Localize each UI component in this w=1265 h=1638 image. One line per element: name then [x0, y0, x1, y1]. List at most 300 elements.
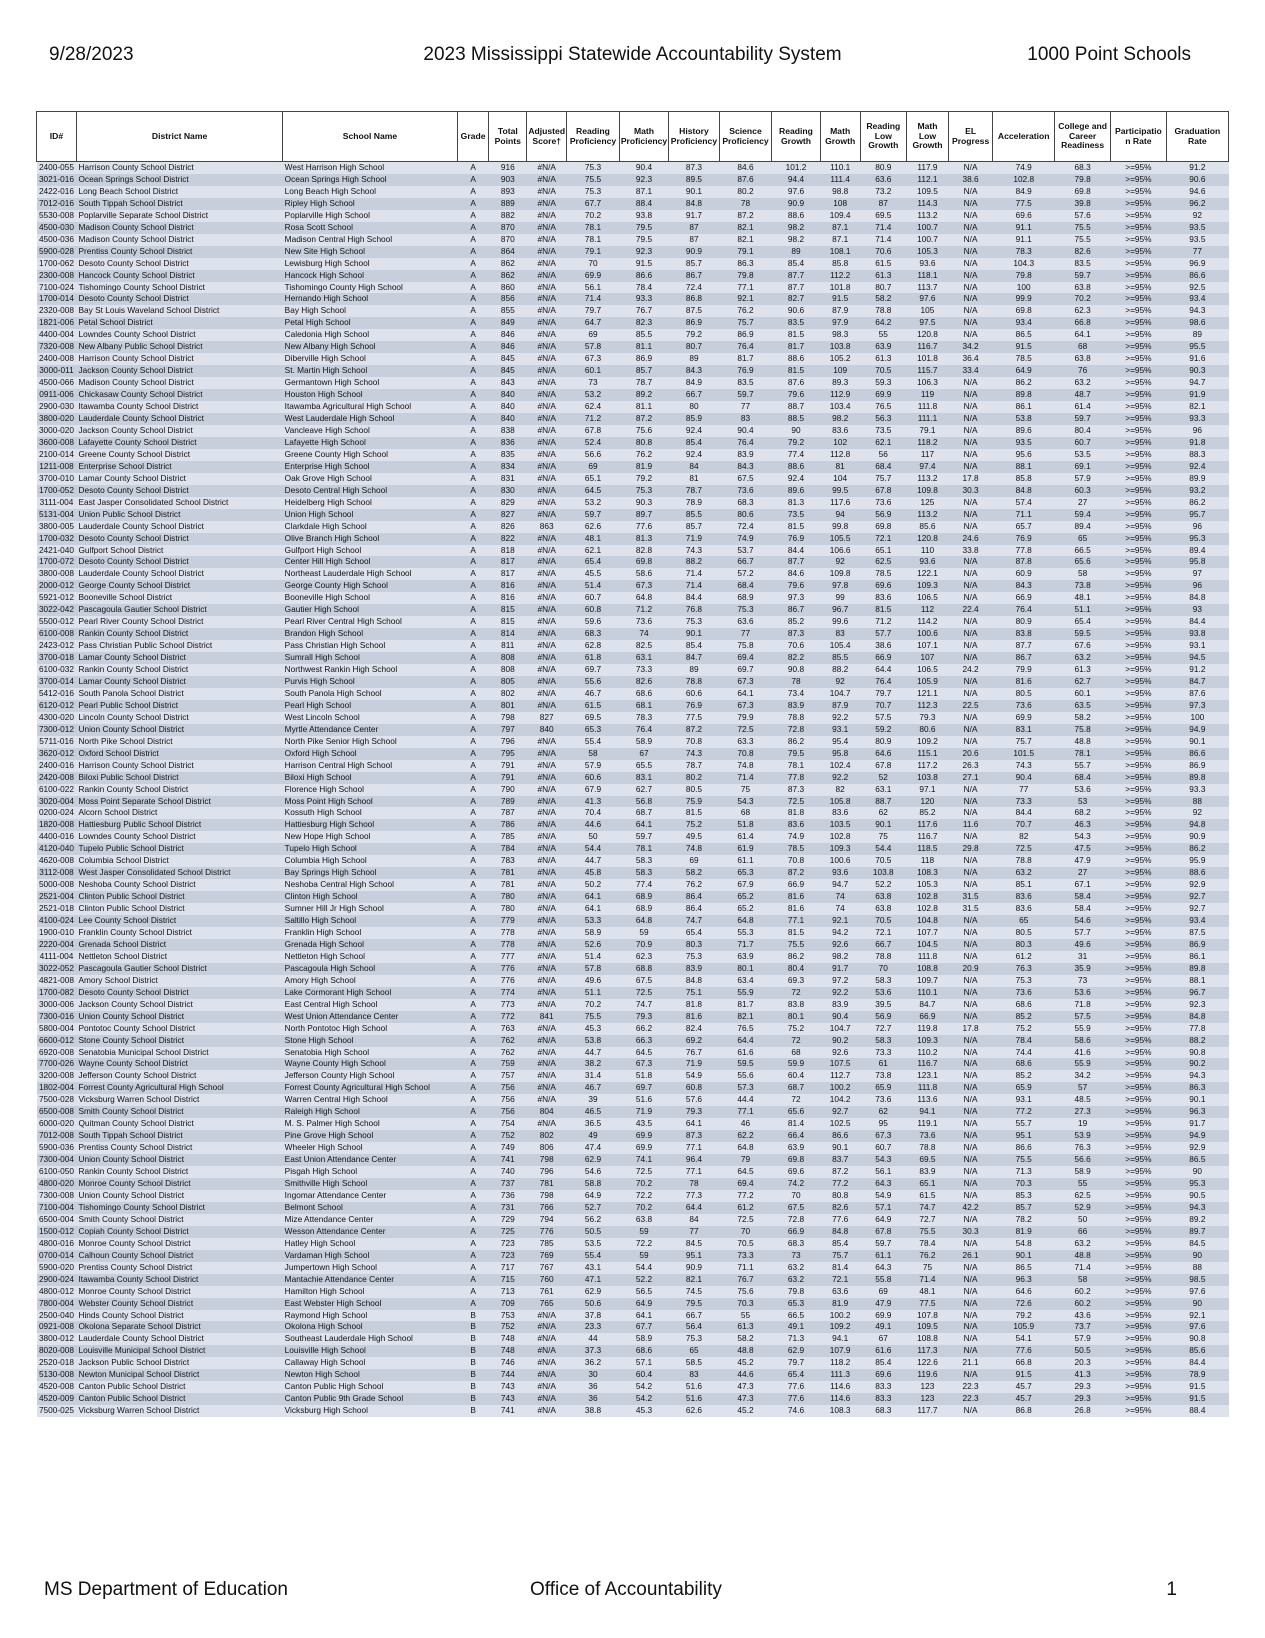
table-cell: Webster County School District	[76, 1298, 282, 1310]
table-cell: 62.7	[619, 784, 668, 796]
table-cell: N/A	[949, 807, 993, 819]
table-cell: A	[457, 1202, 489, 1214]
table-cell: 22.3	[949, 1393, 993, 1405]
table-cell: 62.9	[567, 1286, 620, 1298]
table-cell: B	[457, 1369, 489, 1381]
table-cell: 63.8	[860, 891, 906, 903]
table-cell: 79.2	[669, 329, 719, 341]
table-cell: 97.4	[906, 461, 948, 473]
table-cell: 93.3	[1166, 413, 1228, 425]
table-cell: 72.1	[860, 533, 906, 545]
table-cell: 57.5	[860, 712, 906, 724]
table-cell: 2100-014	[37, 449, 77, 461]
table-cell: Desoto County School District	[76, 556, 282, 568]
table-cell: N/A	[949, 867, 993, 879]
table-cell: 93.5	[1166, 234, 1228, 246]
table-cell: #N/A	[527, 784, 567, 796]
table-cell: 90.6	[772, 305, 820, 317]
table-cell: 82	[993, 831, 1055, 843]
table-cell: 7300-004	[37, 1154, 77, 1166]
table-cell: >=95%	[1111, 1035, 1167, 1047]
table-cell: >=95%	[1111, 1058, 1167, 1070]
table-cell: 120.8	[906, 329, 948, 341]
table-cell: 76.4	[619, 724, 668, 736]
table-cell: 73.6	[860, 497, 906, 509]
table-cell: 83.5	[772, 317, 820, 329]
table-cell: 1802-004	[37, 1082, 77, 1094]
table-cell: 84.3	[719, 461, 772, 473]
table-cell: >=95%	[1111, 664, 1167, 676]
table-cell: 84.7	[1166, 676, 1228, 688]
table-cell: 71.2	[619, 604, 668, 616]
table-cell: Clinton Public School District	[76, 903, 282, 915]
table-cell: 72.2	[619, 1238, 668, 1250]
table-cell: 82.4	[669, 1023, 719, 1035]
table-cell: 75.7	[820, 1250, 860, 1262]
table-cell: South Panola School District	[76, 688, 282, 700]
table-cell: 3021-016	[37, 174, 77, 186]
table-cell: Oxford School District	[76, 748, 282, 760]
table-cell: 74.7	[669, 915, 719, 927]
table-cell: 73.2	[860, 186, 906, 198]
table-cell: 75.3	[669, 1333, 719, 1345]
table-cell: A	[457, 760, 489, 772]
table-cell: 87	[669, 234, 719, 246]
table-cell: >=95%	[1111, 1345, 1167, 1357]
table-cell: 80.7	[860, 282, 906, 294]
table-cell: A	[457, 461, 489, 473]
table-cell: 2000-012	[37, 580, 77, 592]
table-cell: 79.3	[669, 1106, 719, 1118]
table-cell: Lamar County School District	[76, 676, 282, 688]
table-cell: 93	[1166, 604, 1228, 616]
table-cell: Desoto County School District	[76, 485, 282, 497]
table-cell: Raymond High School	[283, 1310, 458, 1322]
table-cell: 45.5	[567, 568, 620, 580]
table-row	[37, 1011, 1229, 1023]
table-cell: 61.6	[860, 1345, 906, 1357]
table-cell: >=95%	[1111, 1357, 1167, 1369]
table-cell: #N/A	[527, 449, 567, 461]
table-cell: 53.6	[1055, 987, 1111, 999]
table-cell: 90.3	[1166, 365, 1228, 377]
table-cell: Lauderdale County School District	[76, 568, 282, 580]
table-cell: 827	[489, 509, 527, 521]
table-cell: 752	[489, 1130, 527, 1142]
table-cell: 761	[527, 1286, 567, 1298]
table-cell: New Site High School	[283, 246, 458, 258]
table-cell: 90	[1166, 1250, 1228, 1262]
table-cell: >=95%	[1111, 915, 1167, 927]
table-cell: 73.6	[619, 616, 668, 628]
column-header: Science Proficiency	[719, 112, 772, 162]
table-cell: 59	[619, 1250, 668, 1262]
table-cell: 96.3	[993, 1274, 1055, 1286]
table-row	[37, 1094, 1229, 1106]
table-cell: 92.4	[669, 449, 719, 461]
table-cell: 6500-004	[37, 1214, 77, 1226]
table-cell: 101.5	[993, 748, 1055, 760]
table-cell: N/A	[949, 568, 993, 580]
table-cell: >=95%	[1111, 545, 1167, 557]
table-cell: >=95%	[1111, 1298, 1167, 1310]
table-cell: A	[457, 413, 489, 425]
table-cell: 80.8	[619, 437, 668, 449]
table-cell: 79.1	[719, 246, 772, 258]
table-cell: A	[457, 1142, 489, 1154]
table-cell: Long Beach School District	[76, 186, 282, 198]
table-cell: >=95%	[1111, 760, 1167, 772]
table-cell: 92.3	[619, 174, 668, 186]
table-cell: 79	[719, 1154, 772, 1166]
table-cell: A	[457, 604, 489, 616]
table-cell: 2420-008	[37, 772, 77, 784]
table-cell: 60.7	[1055, 437, 1111, 449]
table-cell: #N/A	[527, 604, 567, 616]
table-cell: A	[457, 951, 489, 963]
table-cell: 86.5	[1166, 1154, 1228, 1166]
table-cell: 73.7	[1055, 1321, 1111, 1333]
table-cell: 86.4	[669, 903, 719, 915]
table-cell: 841	[527, 1011, 567, 1023]
table-cell: 89.5	[669, 174, 719, 186]
table-cell: 93.4	[993, 317, 1055, 329]
table-cell: #N/A	[527, 1345, 567, 1357]
report-subtitle: 1000 Point Schools	[1027, 44, 1191, 65]
table-cell: 64.1	[669, 1118, 719, 1130]
table-cell: N/A	[949, 676, 993, 688]
table-cell: 71.4	[860, 234, 906, 246]
table-cell: >=95%	[1111, 987, 1167, 999]
table-cell: 72.5	[772, 796, 820, 808]
table-cell: 78.1	[772, 760, 820, 772]
table-cell: 113.2	[906, 210, 948, 222]
table-cell: 89	[1166, 329, 1228, 341]
table-cell: 762	[489, 1035, 527, 1047]
table-cell: 85.3	[993, 1190, 1055, 1202]
table-cell: 78.8	[860, 951, 906, 963]
table-cell: 50.2	[567, 879, 620, 891]
table-cell: Franklin County School District	[76, 927, 282, 939]
table-cell: 73.3	[993, 796, 1055, 808]
table-cell: 725	[489, 1226, 527, 1238]
table-cell: A	[457, 556, 489, 568]
table-row	[37, 186, 1229, 198]
table-cell: 4500-036	[37, 234, 77, 246]
table-cell: 98.5	[1166, 1274, 1228, 1286]
table-cell: Pascagoula Gautier School District	[76, 604, 282, 616]
table-cell: 94.3	[1166, 1202, 1228, 1214]
table-cell: N/A	[949, 1058, 993, 1070]
table-cell: Canton Public School District	[76, 1393, 282, 1405]
table-cell: 108.3	[906, 867, 948, 879]
table-cell: 72.7	[860, 1023, 906, 1035]
table-cell: 776	[527, 1226, 567, 1238]
table-cell: 114.2	[906, 616, 948, 628]
table-cell: 57.2	[719, 568, 772, 580]
table-cell: >=95%	[1111, 1381, 1167, 1393]
table-cell: 19	[1055, 1118, 1111, 1130]
table-cell: 111.8	[906, 401, 948, 413]
table-cell: A	[457, 1190, 489, 1202]
table-cell: 67.1	[1055, 879, 1111, 891]
table-cell: >=95%	[1111, 485, 1167, 497]
table-cell: Monroe County School District	[76, 1238, 282, 1250]
table-cell: 112.2	[820, 270, 860, 282]
table-cell: 45.8	[567, 867, 620, 879]
table-cell: 81.6	[772, 891, 820, 903]
table-cell: A	[457, 305, 489, 317]
table-row	[37, 1286, 1229, 1298]
table-cell: 66	[1055, 1226, 1111, 1238]
table-cell: 30.3	[949, 485, 993, 497]
table-cell: 74	[820, 903, 860, 915]
table-cell: 63.2	[772, 1262, 820, 1274]
table-cell: 46.7	[567, 688, 620, 700]
table-cell: Wheeler High School	[283, 1142, 458, 1154]
table-cell: Northeast Lauderdale High School	[283, 568, 458, 580]
table-cell: 79.7	[567, 305, 620, 317]
table-cell: 57.1	[860, 1202, 906, 1214]
table-cell: 94.8	[1166, 819, 1228, 831]
table-cell: 814	[489, 628, 527, 640]
table-cell: 63.2	[1055, 652, 1111, 664]
table-cell: 86.6	[993, 1142, 1055, 1154]
table-cell: 64.8	[719, 915, 772, 927]
table-cell: 81.6	[993, 676, 1055, 688]
table-cell: 71.4	[719, 772, 772, 784]
table-cell: 83.5	[719, 377, 772, 389]
table-row	[37, 329, 1229, 341]
table-cell: #N/A	[527, 329, 567, 341]
table-cell: #N/A	[527, 951, 567, 963]
table-cell: N/A	[949, 186, 993, 198]
table-cell: B	[457, 1333, 489, 1345]
table-cell: >=95%	[1111, 879, 1167, 891]
table-cell: >=95%	[1111, 748, 1167, 760]
table-cell: 117	[906, 449, 948, 461]
table-cell: 60.2	[1055, 1298, 1111, 1310]
table-cell: 73.6	[906, 1130, 948, 1142]
table-cell: 77	[1166, 246, 1228, 258]
table-cell: Copiah County School District	[76, 1226, 282, 1238]
table-cell: A	[457, 1262, 489, 1274]
table-cell: 90.8	[1166, 1333, 1228, 1345]
table-cell: N/A	[949, 1190, 993, 1202]
table-row	[37, 1381, 1229, 1393]
table-cell: 92.1	[1166, 1310, 1228, 1322]
table-cell: 79.8	[719, 270, 772, 282]
table-cell: 20.9	[949, 963, 993, 975]
table-cell: 77.8	[993, 545, 1055, 557]
table-cell: 86.3	[719, 258, 772, 270]
table-cell: 72.8	[772, 1214, 820, 1226]
table-cell: 60.9	[993, 568, 1055, 580]
table-cell: 53	[1055, 796, 1111, 808]
table-cell: 86.8	[993, 1405, 1055, 1417]
table-cell: >=95%	[1111, 186, 1167, 198]
table-cell: 36	[567, 1381, 620, 1393]
table-cell: 50.5	[567, 1226, 620, 1238]
table-cell: 81.4	[820, 1262, 860, 1274]
table-cell: N/A	[949, 688, 993, 700]
table-cell: 62	[860, 807, 906, 819]
table-cell: >=95%	[1111, 616, 1167, 628]
table-cell: 66.7	[860, 939, 906, 951]
table-cell: >=95%	[1111, 162, 1167, 174]
table-cell: 95.7	[1166, 509, 1228, 521]
table-cell: 79.2	[619, 473, 668, 485]
table-cell: 69.3	[772, 975, 820, 987]
table-cell: 61.9	[719, 843, 772, 855]
table-cell: Vicksburg Warren School District	[76, 1094, 282, 1106]
table-cell: 3022-042	[37, 604, 77, 616]
table-cell: 63.8	[1055, 353, 1111, 365]
table-cell: Vicksburg High School	[283, 1405, 458, 1417]
table-cell: 737	[489, 1178, 527, 1190]
table-cell: Stone High School	[283, 1035, 458, 1047]
table-cell: 91.9	[1166, 389, 1228, 401]
table-cell: 72	[772, 987, 820, 999]
table-cell: #N/A	[527, 1393, 567, 1405]
table-cell: Hatley High School	[283, 1238, 458, 1250]
table-cell: 76.3	[1055, 1142, 1111, 1154]
table-cell: 4100-024	[37, 915, 77, 927]
table-cell: 50.5	[1055, 1345, 1111, 1357]
table-cell: 100.6	[820, 855, 860, 867]
table-cell: 77.6	[619, 521, 668, 533]
table-cell: 88.4	[1166, 1405, 1228, 1417]
table-cell: 90.4	[619, 162, 668, 174]
table-cell: #N/A	[527, 628, 567, 640]
table-cell: 82.1	[719, 222, 772, 234]
table-cell: 92	[820, 556, 860, 568]
table-cell: 63.3	[719, 736, 772, 748]
table-cell: 78	[772, 676, 820, 688]
table-cell: 1900-010	[37, 927, 77, 939]
table-cell: 855	[489, 305, 527, 317]
table-cell: 90.1	[1166, 1094, 1228, 1106]
table-cell: 65.6	[772, 1106, 820, 1118]
table-cell: 83	[669, 1369, 719, 1381]
table-cell: 47.9	[860, 1298, 906, 1310]
table-cell: 754	[489, 1118, 527, 1130]
table-cell: N/A	[949, 724, 993, 736]
table-cell: 64.6	[993, 1286, 1055, 1298]
table-cell: N/A	[949, 1035, 993, 1047]
table-cell: #N/A	[527, 915, 567, 927]
table-cell: 59.5	[719, 1058, 772, 1070]
table-cell: 46	[719, 1118, 772, 1130]
table-row	[37, 1202, 1229, 1214]
table-cell: 2900-024	[37, 1274, 77, 1286]
table-cell: Long Beach High School	[283, 186, 458, 198]
table-cell: 112.1	[906, 174, 948, 186]
table-row	[37, 293, 1229, 305]
table-cell: 64.4	[719, 1035, 772, 1047]
table-cell: 79.5	[669, 1298, 719, 1310]
table-cell: 66.9	[772, 879, 820, 891]
table-cell: 96.4	[669, 1154, 719, 1166]
table-row	[37, 210, 1229, 222]
table-cell: 98.2	[820, 951, 860, 963]
table-cell: 2422-016	[37, 186, 77, 198]
table-cell: 54.3	[719, 796, 772, 808]
table-cell: 50	[567, 831, 620, 843]
table-cell: N/A	[949, 1310, 993, 1322]
table-row	[37, 796, 1229, 808]
table-cell: 88.7	[772, 401, 820, 413]
table-cell: 71.8	[1055, 999, 1111, 1011]
table-cell: 746	[489, 1357, 527, 1369]
table-cell: 79.8	[1055, 174, 1111, 186]
table-cell: N/A	[949, 1262, 993, 1274]
table-cell: A	[457, 999, 489, 1011]
table-cell: 83	[719, 413, 772, 425]
table-cell: 59.7	[719, 389, 772, 401]
table-cell: N/A	[949, 449, 993, 461]
table-cell: 763	[489, 1023, 527, 1035]
table-cell: 66.9	[993, 592, 1055, 604]
table-cell: 106.5	[906, 592, 948, 604]
table-cell: 92.3	[1166, 999, 1228, 1011]
table-cell: #N/A	[527, 855, 567, 867]
table-cell: Bay St Louis Waveland School District	[76, 305, 282, 317]
table-cell: 78.7	[619, 377, 668, 389]
table-cell: 93.8	[619, 210, 668, 222]
table-cell: 89.4	[1166, 545, 1228, 557]
table-cell: Bay High School	[283, 305, 458, 317]
table-cell: 80.5	[669, 784, 719, 796]
table-cell: 36.2	[567, 1357, 620, 1369]
table-cell: 77.8	[1166, 1023, 1228, 1035]
table-cell: Rankin County School District	[76, 1166, 282, 1178]
table-row	[37, 497, 1229, 509]
table-cell: 76.5	[719, 1023, 772, 1035]
table-cell: 75.3	[993, 975, 1055, 987]
table-row	[37, 891, 1229, 903]
table-cell: 860	[489, 282, 527, 294]
table-cell: 62	[860, 1106, 906, 1118]
table-cell: 81.9	[820, 1298, 860, 1310]
table-cell: 86.9	[1166, 939, 1228, 951]
table-cell: Rankin County School District	[76, 664, 282, 676]
table-cell: 118.2	[906, 437, 948, 449]
table-cell: #N/A	[527, 377, 567, 389]
table-cell: #N/A	[527, 891, 567, 903]
table-cell: A	[457, 1178, 489, 1190]
table-cell: 80.9	[860, 736, 906, 748]
table-cell: A	[457, 975, 489, 987]
table-cell: 26.3	[949, 760, 993, 772]
table-cell: 71.1	[719, 1262, 772, 1274]
table-cell: 717	[489, 1262, 527, 1274]
table-cell: 65.4	[772, 1369, 820, 1381]
table-cell: 82.5	[619, 640, 668, 652]
table-cell: 756	[489, 1106, 527, 1118]
table-cell: A	[457, 724, 489, 736]
table-cell: 117.6	[906, 819, 948, 831]
table-cell: 106.6	[820, 545, 860, 557]
table-cell: >=95%	[1111, 1190, 1167, 1202]
table-cell: #N/A	[527, 222, 567, 234]
table-cell: 78.7	[669, 760, 719, 772]
table-cell: 100	[993, 282, 1055, 294]
table-cell: 92	[1166, 807, 1228, 819]
department-name: MS Department of Education	[44, 1579, 288, 1600]
table-cell: North Pike School District	[76, 736, 282, 748]
table-cell: 80.1	[719, 963, 772, 975]
